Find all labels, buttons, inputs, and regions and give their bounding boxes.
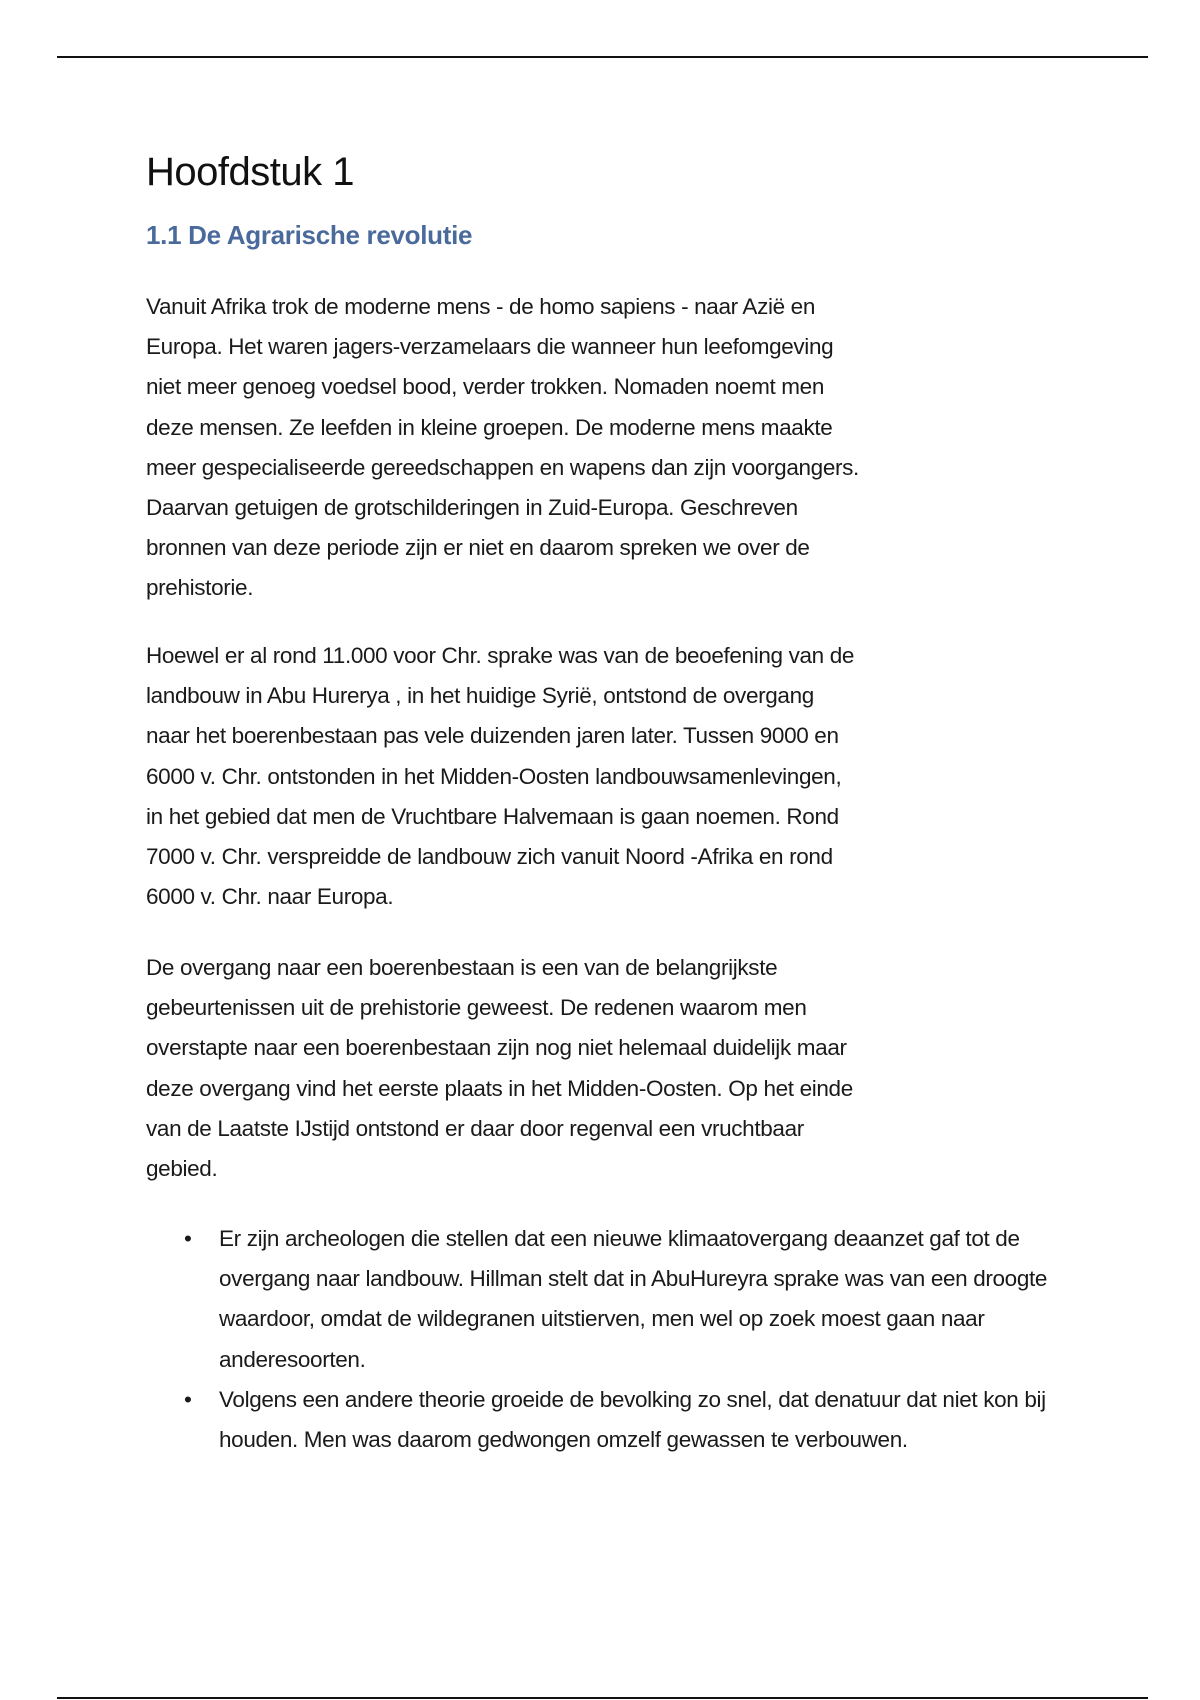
text-line: soorten. [286, 1346, 366, 1372]
section-heading: 1.1 De Agrarische revolutie [146, 220, 473, 250]
paragraph-1 [146, 287, 1076, 609]
header-rule [57, 56, 1148, 58]
text-line: 6000 v. Chr. naar Europa. [146, 884, 394, 910]
text-line: Er zijn archeologen die stellen dat een nieuwe klimaatovergang de [219, 1226, 858, 1251]
text-line: deze overgang vind het eerste plaats in het Midden-Oosten. Op het einde [146, 1075, 853, 1101]
chapter-heading: Hoofdstuk 1 [146, 150, 354, 194]
text-line: Europa. Het waren jagers-verzamelaars die wanneer hun leefomgeving [146, 334, 834, 360]
text-line: bronnen van deze periode zijn er niet en daarom spreken we over de [146, 535, 810, 561]
bullet-icon: • [184, 1386, 192, 1412]
footer-rule [57, 1697, 1148, 1699]
text-line: granen uitstierven, men wel op zoek moest gaan naar andere [219, 1306, 985, 1372]
text-line: naar het boerenbestaan pas vele duizenden jaren later. Tussen 9000 en [146, 723, 839, 749]
text-line: landbouw in Abu Hurerya , in het huidige Syrië, ontstond de overgang [146, 683, 814, 709]
text-line: Hureyra sprake was van een droogte waardoor, omdat de wilde [219, 1266, 1048, 1332]
text-line: overstapte naar een boerenbestaan zijn nog niet helemaal duidelijk maar [146, 1035, 847, 1061]
text-line: meer gespecialiseerde gereedschappen en wapens dan zijn voorgangers. [146, 454, 859, 480]
text-line: niet meer genoeg voedsel bood, verder trokken. Nomaden noemt men [146, 374, 825, 400]
text-line: deze mensen. Ze leefden in kleine groepen. De moderne mens maakte [146, 414, 833, 440]
list-item [146, 1219, 1076, 1380]
text-line: gebied. [146, 1156, 218, 1182]
list-item [146, 1380, 1076, 1460]
text-line: De overgang naar een boerenbestaan is een van de belangrijkste [146, 955, 778, 980]
text-line: Volgens een andere theorie groeide de bevolking zo snel, dat de [219, 1386, 839, 1412]
text-line: in het gebied dat men de Vruchtbare Halvemaan is gaan noemen. Rond [146, 803, 839, 829]
text-line: zelf gewassen te verbouwen. [627, 1427, 908, 1453]
paragraph-2 [146, 636, 1076, 917]
paragraph-3 [146, 948, 1076, 1189]
text-line: Hoewel er al rond 11.000 voor Chr. sprake was van de beoefening van de [146, 643, 855, 668]
text-line: aanzet gaf tot de overgang naar landbouw. Hillman stelt dat in Abu [219, 1226, 1020, 1292]
text-line: natuur dat niet kon bij houden. Men was daarom gedwongen om [219, 1386, 1046, 1453]
text-line: gebeurtenissen uit de prehistorie geweest. De redenen waarom men [146, 995, 807, 1021]
text-line: van de Laatste IJstijd ontstond er daar door regenval een vruchtbaar [146, 1115, 804, 1141]
bullet-list [146, 1219, 1076, 1460]
text-line: 6000 v. Chr. ontstonden in het Midden-Oosten landbouwsamenlevingen, [146, 763, 842, 789]
text-line: prehistorie. [146, 575, 254, 601]
bullet-icon: • [184, 1226, 192, 1251]
text-line: Daarvan getuigen de grotschilderingen in Zuid-Europa. Geschreven [146, 495, 798, 521]
text-line: Vanuit Afrika trok de moderne mens - de homo sapiens - naar Azië en [146, 294, 816, 319]
text-line: 7000 v. Chr. verspreidde de landbouw zich vanuit Noord -Afrika en rond [146, 844, 833, 870]
